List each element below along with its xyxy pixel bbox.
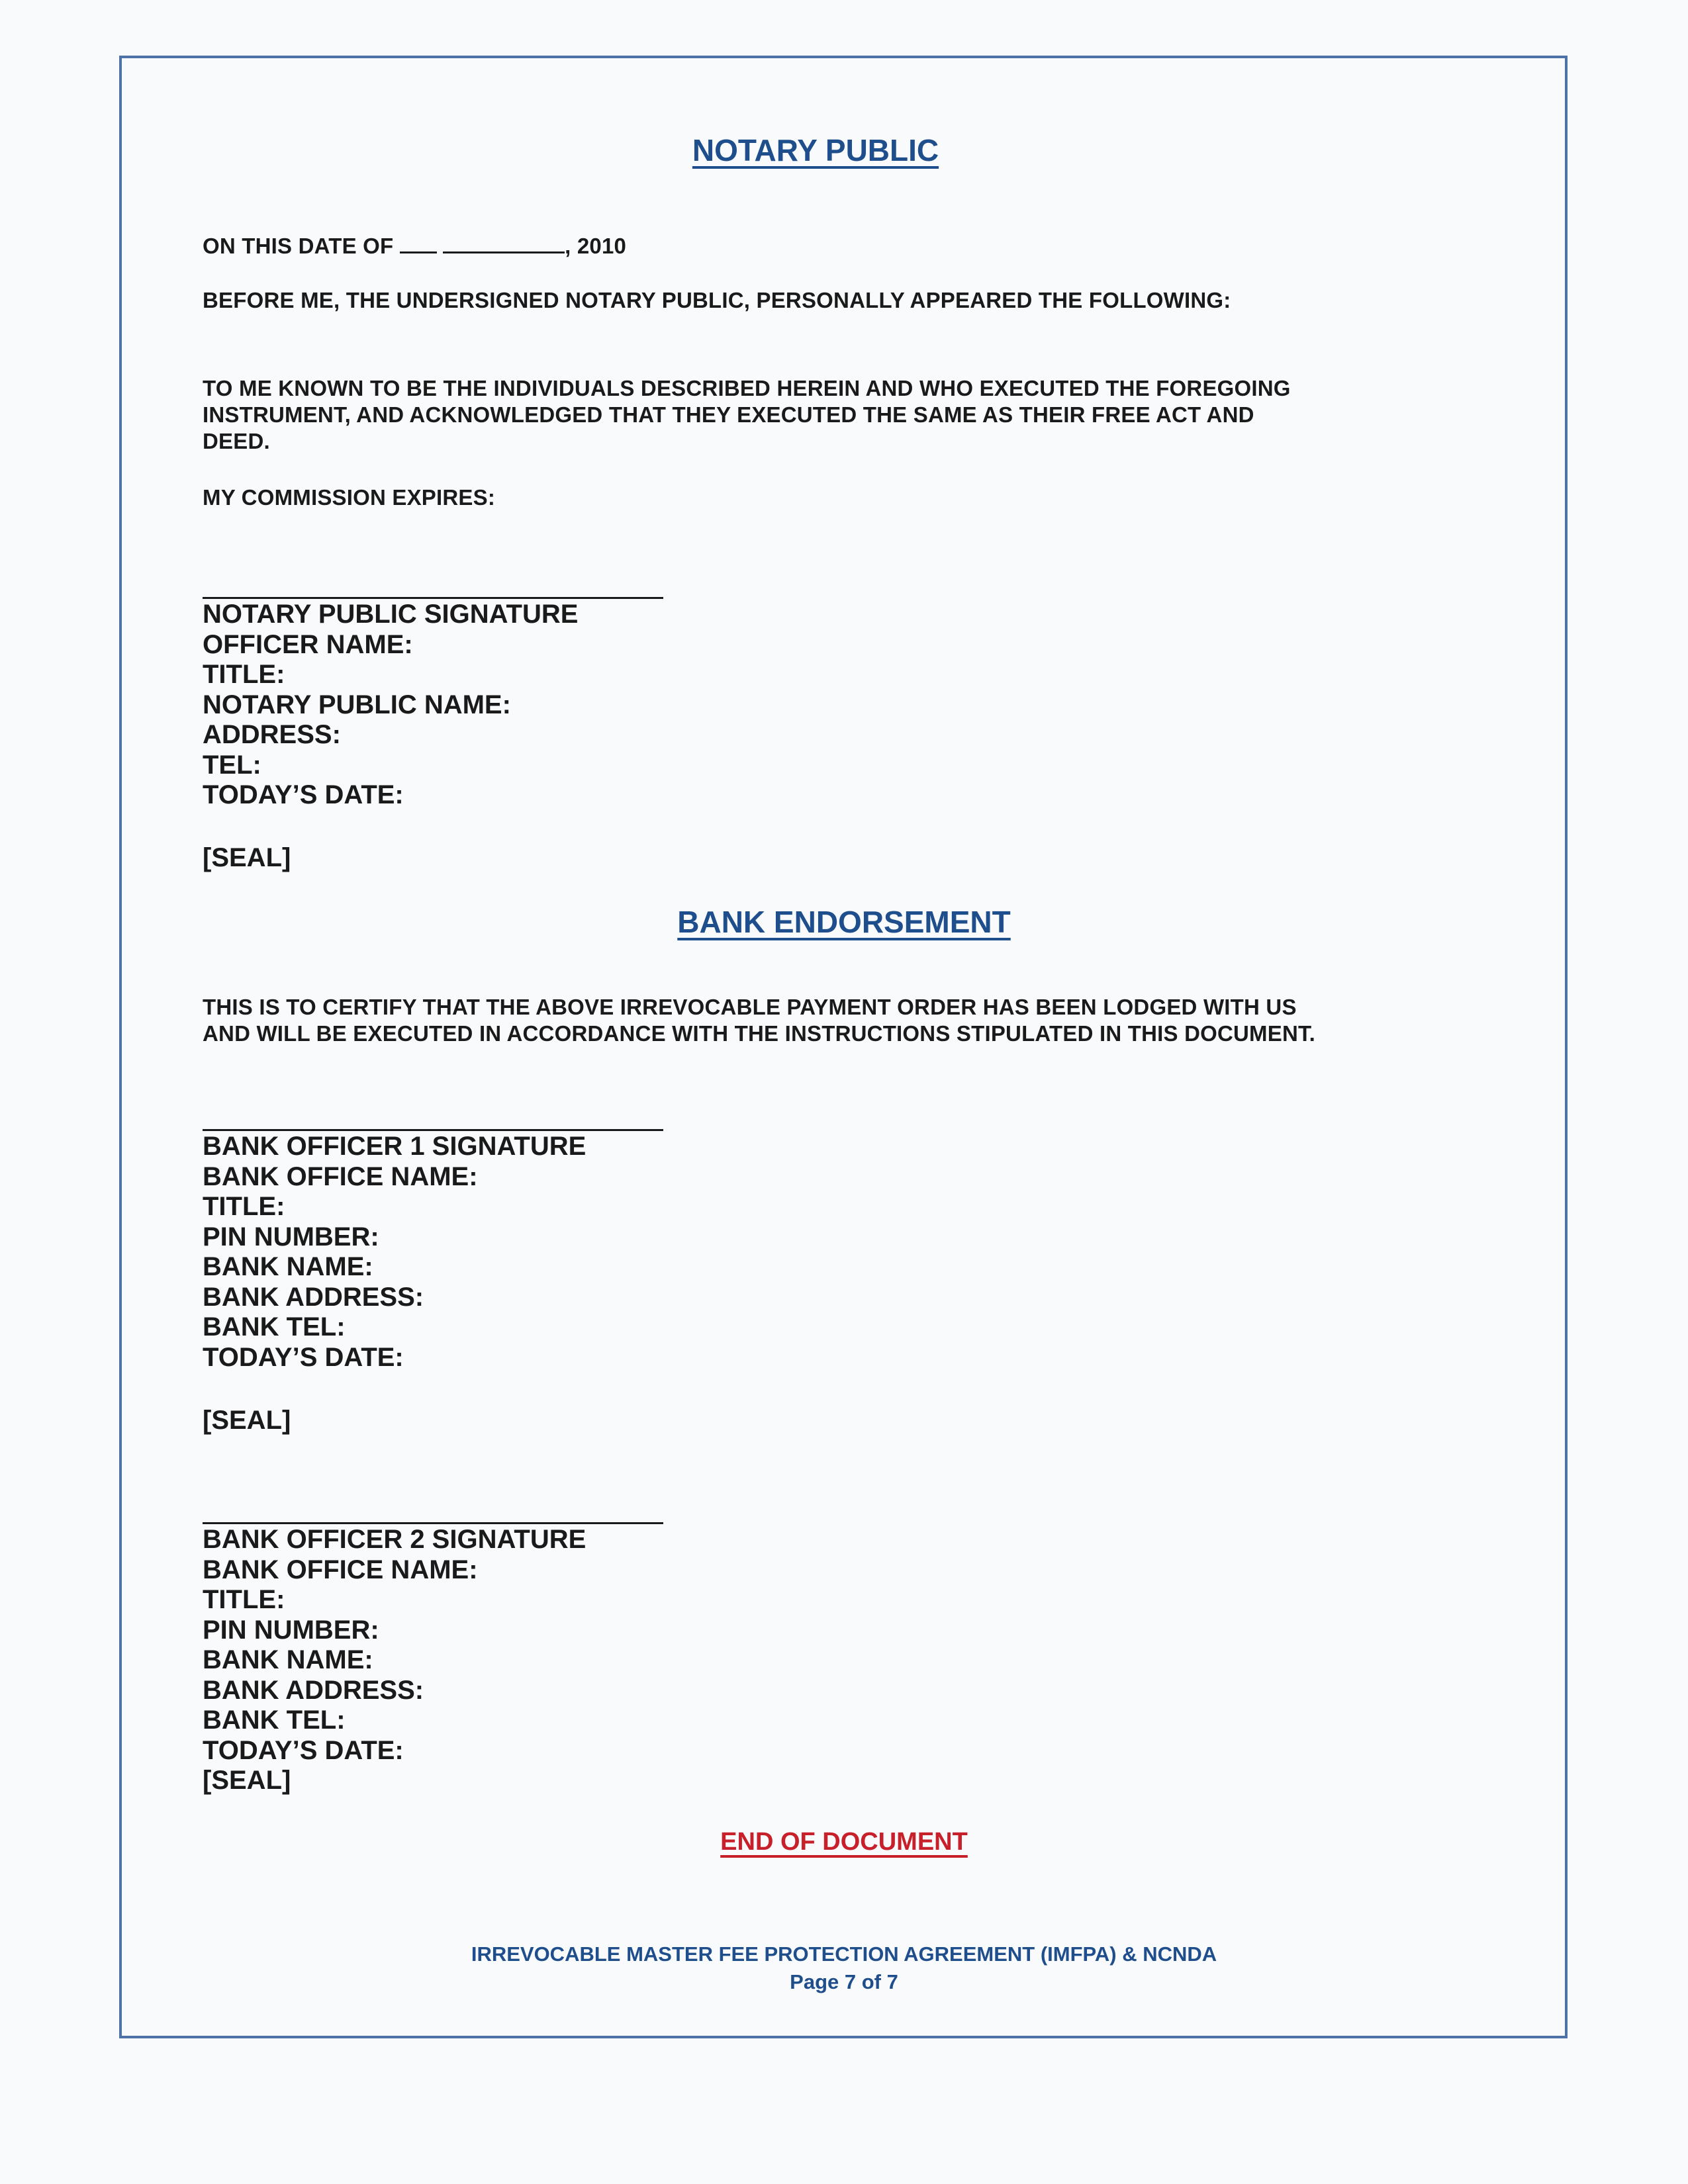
acknowledgement-line: INSTRUMENT, AND ACKNOWLEDGED THAT THEY EXECUTED THE SAME AS THEIR FREE ACT AND (203, 402, 1254, 427)
date-prefix: ON THIS DATE OF (203, 234, 394, 258)
bank-officer-1-field: TODAY’S DATE: (203, 1342, 404, 1372)
bank-officer-2-field: TODAY’S DATE: (203, 1735, 404, 1765)
bank-officer-2-field: BANK OFFICER 2 SIGNATURE (203, 1525, 586, 1554)
end-of-document: END OF DOCUMENT (720, 1828, 968, 1856)
certification-line: THIS IS TO CERTIFY THAT THE ABOVE IRREVOCABLE PAYMENT ORDER HAS BEEN LODGED WITH US (203, 995, 1297, 1019)
notary-commission: MY COMMISSION EXPIRES: (203, 485, 496, 510)
bank-officer-1-fields (203, 1132, 586, 1373)
notary-date-line (203, 232, 626, 259)
notary-field: TEL: (203, 750, 261, 780)
bank-certification (203, 994, 1315, 1047)
date-blank-month[interactable] (443, 232, 565, 253)
bank-officer-2-signature-line[interactable] (203, 1522, 663, 1524)
notary-seal: [SEAL] (203, 843, 291, 872)
date-blank-day[interactable] (400, 232, 437, 253)
notary-field: TODAY’S DATE: (203, 780, 404, 809)
bank-officer-1-field: TITLE: (203, 1192, 285, 1221)
bank-officer-1-field: BANK NAME: (203, 1252, 373, 1281)
footer-title: IRREVOCABLE MASTER FEE PROTECTION AGREEMENT (IMFPA) & NCNDA (471, 1942, 1217, 1966)
notary-field: ADDRESS: (203, 720, 341, 749)
footer-page-number: Page 7 of 7 (790, 1970, 898, 1993)
notary-acknowledgement (203, 375, 1291, 455)
footer (314, 1940, 1374, 1996)
certification-line: AND WILL BE EXECUTED IN ACCORDANCE WITH THE INSTRUCTIONS STIPULATED IN THIS DOCUMENT. (203, 1021, 1316, 1046)
notary-before-me: BEFORE ME, THE UNDERSIGNED NOTARY PUBLIC, PERSONALLY APPEARED THE FOLLOWING: (203, 288, 1231, 312)
bank-officer-2-field: BANK ADDRESS: (203, 1675, 424, 1705)
notary-field: NOTARY PUBLIC SIGNATURE (203, 600, 579, 629)
bank-officer-1-seal: [SEAL] (203, 1406, 291, 1435)
acknowledgement-line: DEED. (203, 429, 270, 453)
bank-officer-2-field: PIN NUMBER: (203, 1615, 379, 1645)
bank-officer-1-signature-line[interactable] (203, 1129, 663, 1131)
bank-officer-1-field: BANK OFFICER 1 SIGNATURE (203, 1132, 586, 1161)
notary-fields (203, 600, 578, 811)
acknowledgement-line: TO ME KNOWN TO BE THE INDIVIDUALS DESCRIBED HEREIN AND WHO EXECUTED THE FOREGOING (203, 376, 1291, 400)
bank-officer-1-field: BANK ADDRESS: (203, 1282, 424, 1312)
bank-officer-2-field: BANK TEL: (203, 1706, 346, 1735)
date-suffix: , 2010 (565, 234, 627, 258)
bank-officer-2-field: TITLE: (203, 1585, 285, 1614)
bank-officer-1-field: BANK OFFICE NAME: (203, 1161, 478, 1191)
bank-officer-1-field: PIN NUMBER: (203, 1222, 379, 1251)
bank-officer-2-field: BANK NAME: (203, 1645, 373, 1674)
notary-heading: NOTARY PUBLIC (692, 133, 939, 167)
bank-officer-1-field: BANK TEL: (203, 1312, 346, 1342)
notary-field: NOTARY PUBLIC NAME: (203, 690, 511, 719)
bank-officer-2-field: BANK OFFICE NAME: (203, 1555, 478, 1584)
notary-signature-line[interactable] (203, 597, 663, 599)
notary-field: TITLE: (203, 660, 285, 689)
bank-officer-2-seal: [SEAL] (203, 1766, 291, 1795)
bank-heading: BANK ENDORSEMENT (677, 905, 1011, 939)
notary-field: OFFICER NAME: (203, 629, 413, 659)
bank-officer-2-fields (203, 1525, 586, 1796)
